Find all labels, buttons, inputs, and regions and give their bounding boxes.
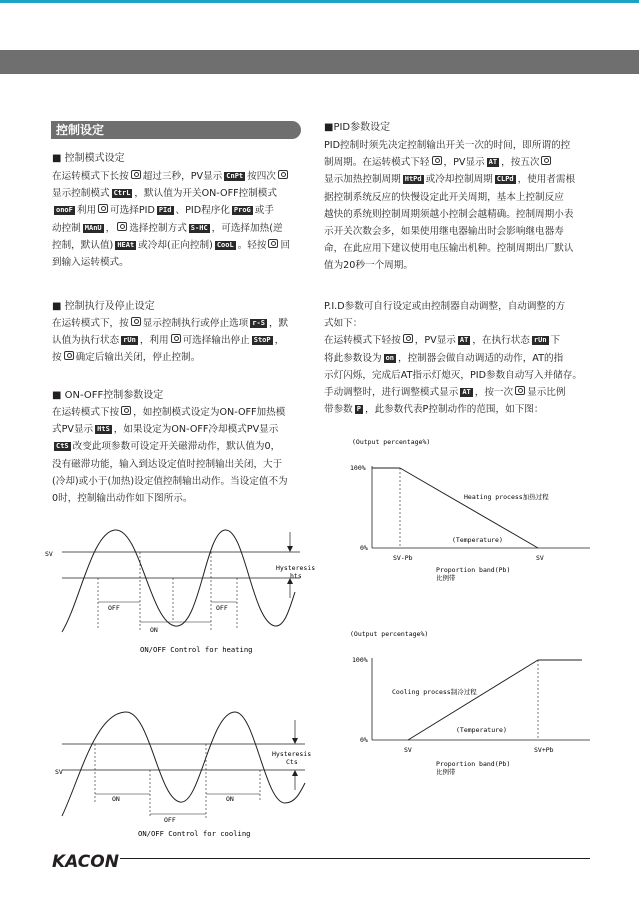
text-run: 动控制 [52, 222, 81, 234]
text-line [52, 490, 288, 507]
text-line [52, 185, 290, 202]
lcd-display-code: AT [459, 336, 469, 345]
text-run: 手动调整时，进行调整模式显示 [324, 387, 459, 399]
lcd-display-code: S-HC [190, 223, 208, 232]
onoff-paragraph [52, 404, 288, 507]
text-run: ，默 [268, 318, 289, 329]
set-key-icon [117, 222, 127, 231]
text-run: 或冷却(正向控制) [138, 239, 213, 251]
text-run: 带参数 [324, 404, 353, 416]
text-line [52, 237, 290, 254]
text-run: 据控制系统反应的快慢设定此开关周期，基本上控制反应 [324, 191, 564, 203]
text-run: ， [274, 335, 285, 347]
text-run: ，利用 [139, 335, 169, 347]
set-key-icon [98, 204, 108, 213]
heat-xtick-svpb: SV-Pb [393, 554, 413, 562]
text-run: 回 [280, 239, 291, 251]
text-run: 下 [550, 335, 561, 347]
text-line [324, 298, 582, 315]
heating-off1-label: OFF [108, 604, 120, 612]
text-run: 超过三秒，PV显示 [142, 171, 223, 182]
text-line [324, 315, 582, 332]
text-run: 0时，控制输出动作如下图所示。 [52, 493, 193, 505]
text-run: 确定后输出关闭，停止控制。 [75, 352, 201, 364]
lcd-display-code: CooL [216, 240, 234, 249]
heat-xtick-sv: SV [536, 554, 544, 562]
text-run: 。轻按 [237, 239, 267, 251]
set-key-icon [131, 170, 141, 179]
heat-ytick-0: 0% [360, 544, 368, 552]
text-line [52, 473, 288, 490]
text-line [324, 350, 582, 367]
text-line [52, 349, 288, 366]
mode-paragraph [52, 168, 290, 271]
lcd-display-code: r-S [252, 319, 265, 327]
text-line [324, 257, 575, 274]
cool-temperature-label: (Temperature) [456, 726, 507, 734]
heating-hts-label: hts [290, 572, 302, 580]
heat-band-label-cn: 比例带 [436, 574, 456, 582]
text-run: ，按一次 [474, 387, 514, 399]
cool-ytick-0: 0% [360, 736, 368, 744]
heat-ytick-100: 100% [350, 464, 366, 472]
text-run: 式如下： [324, 318, 363, 330]
text-line [52, 168, 290, 185]
text-run: 利用 [76, 205, 97, 217]
lcd-display-code: CLPd [496, 175, 514, 184]
cooling-off-label: OFF [164, 816, 176, 824]
cooling-on2-label: ON [226, 795, 234, 803]
text-line [324, 401, 582, 418]
onoff-cooling-diagram [40, 708, 320, 840]
text-run: 显示控制执行或停止选项 [142, 318, 249, 329]
text-line [52, 404, 288, 421]
lcd-display-code: rUn [123, 336, 136, 345]
onoff-heading: ■ ON-OFF控制参数设定 [52, 390, 164, 401]
heating-proportional-chart [340, 436, 600, 586]
text-run: 到输入运转模式。 [52, 257, 129, 269]
text-run: ，PV显示 [443, 157, 485, 169]
cooling-cts-label: Cts [286, 758, 298, 766]
set-key-icon [432, 156, 442, 165]
top-accent-line [0, 0, 639, 3]
set-key-icon [403, 334, 413, 343]
set-key-icon [268, 239, 278, 248]
text-run: 示灯闪烁，完成后AT指示灯熄灭，PID参数自动写入并储存。 [324, 369, 582, 381]
heating-sv-label: SV [45, 550, 53, 558]
run-heading: ■ 控制执行及停止设定 [52, 301, 155, 312]
text-run: 示开关次数会多，如果使用继电器输出时会影响继电器寿 [324, 226, 564, 238]
cooling-caption: ON/OFF Control for cooling [138, 829, 251, 838]
heating-caption: ON/OFF Control for heating [140, 645, 253, 654]
text-line [324, 367, 582, 384]
mode-heading: ■ 控制模式设定 [52, 153, 125, 164]
text-run: 按 [52, 352, 62, 364]
text-line [324, 332, 582, 349]
text-run: 按四次 [247, 171, 276, 182]
text-run: 在运转模式下长按 [52, 171, 129, 182]
cool-ylabel: (Output percentage%) [350, 630, 429, 638]
cool-annotation: Cooling process制冷过程 [392, 688, 477, 696]
text-line [52, 332, 288, 349]
text-run: 改变此项参数可设定开关磁滞动作，默认值为0， [72, 441, 281, 453]
lcd-display-code: AT [462, 388, 471, 397]
text-run: 控制，默认值) [52, 239, 114, 251]
lcd-display-code: rUn [533, 336, 547, 345]
set-key-icon [515, 386, 525, 395]
cooling-wave [62, 712, 305, 816]
text-run: ，可选择加热(逆 [211, 222, 283, 234]
text-run: 制周期。在运转模式下轻 [324, 157, 430, 169]
lcd-display-code: onoF [56, 206, 73, 215]
text-run: 值为20秒一个周期。 [324, 260, 413, 272]
cooling-hyst-label: Hysteresis [272, 750, 312, 758]
text-run: ，如控制模式设定为ON-OFF加热模 [133, 407, 286, 418]
text-line [324, 171, 575, 188]
text-line [324, 240, 575, 257]
text-line [324, 189, 575, 206]
lcd-display-code: HtS [97, 425, 110, 434]
lcd-display-code: ProG [233, 206, 251, 215]
set-key-icon [64, 351, 74, 360]
heat-ylabel: (Output percentage%) [352, 438, 431, 446]
lcd-display-code: StoP [253, 336, 271, 345]
text-line [52, 220, 290, 237]
text-run: PID控制时须先决定控制输出开关一次的时间，即所谓的控 [324, 140, 571, 151]
lcd-display-code: CtrL [113, 189, 131, 198]
text-run: ，默认值为开关ON-OFF控制模式 [134, 188, 277, 200]
heat-temperature-label: (Temperature) [452, 536, 503, 544]
text-run: 或冷却控制周期 [425, 174, 493, 186]
text-run: 显示加热控制周期 [324, 174, 401, 186]
footer-line [120, 858, 590, 859]
text-run: ，此参数代表P控制动作的范围，如下图： [365, 404, 544, 416]
text-run: ，按五次 [501, 157, 540, 169]
run-paragraph [52, 315, 288, 367]
text-run: 、PID程序化 [175, 205, 230, 217]
text-run: 命，在此应用下建议使用电压输出机种。控制周期出厂默认 [324, 243, 574, 255]
set-key-icon [171, 334, 181, 343]
heating-off2-label: OFF [216, 604, 228, 612]
text-run: 显示比例 [527, 387, 566, 399]
text-line [52, 421, 288, 438]
text-line [324, 154, 575, 171]
cool-band-label: Proportion band(Pb) [436, 760, 511, 768]
text-run: ，在执行状态 [472, 335, 530, 347]
text-line [324, 384, 582, 401]
cooling-on1-label: ON [112, 795, 120, 803]
heat-annotation: Heating process加热过程 [464, 493, 549, 501]
kacon-logo: KACON [52, 852, 119, 872]
set-key-icon [131, 317, 141, 326]
text-run: P.I.D参数可自行设定或由控制器自动调整，自动调整的方 [324, 301, 566, 312]
auto-paragraph [324, 298, 582, 418]
text-run: 式PV显示 [52, 424, 94, 436]
cool-ytick-100: 100% [352, 656, 368, 664]
text-run: 越快的系统则控制周期须越小控制会越精确。控制周期小表 [324, 208, 574, 220]
text-run: 选择控制方式 [129, 222, 187, 234]
set-key-icon [278, 170, 288, 179]
set-key-icon [121, 406, 131, 415]
text-line [52, 456, 288, 473]
text-line [324, 137, 575, 154]
text-run: (冷却)或小于(加热)设定值控制输出动作。当设定值不为 [52, 475, 288, 487]
section-title: 控制设定 [51, 121, 301, 139]
text-run: 或手 [254, 205, 274, 217]
lcd-display-code: CtS [56, 442, 69, 451]
text-run: 在运转模式下轻按 [324, 335, 401, 347]
heating-hyst-label: Hysteresis [276, 564, 316, 572]
onoff-heating-diagram [40, 522, 316, 657]
text-run: 将此参数设为 [324, 352, 382, 364]
pid-heading: ■PID参数设定 [324, 122, 391, 133]
text-line [324, 223, 575, 240]
text-line [52, 315, 288, 332]
lcd-display-code: AT [488, 158, 498, 167]
text-line [52, 438, 288, 455]
text-run: 可选择PID [110, 205, 155, 217]
header-band [0, 50, 639, 74]
set-key-icon [541, 156, 551, 165]
cooling-sv-label: SV [55, 768, 63, 776]
text-run: 在运转模式下按 [52, 407, 120, 418]
lcd-display-code: on [385, 353, 394, 362]
lcd-display-code: PId [158, 206, 172, 215]
text-line [324, 206, 575, 223]
lcd-display-code: MAnU [84, 223, 102, 232]
text-run: 认值为执行状态 [52, 335, 120, 347]
text-run: ，PV显示 [414, 335, 456, 347]
heat-band-label: Proportion band(Pb) [436, 566, 511, 574]
text-run: 在运转模式下，按 [52, 318, 129, 329]
lcd-display-code: HtPd [404, 175, 422, 184]
text-line [52, 254, 290, 271]
text-run: ，如果设定为ON-OFF冷却模式PV显示 [113, 424, 279, 436]
text-run: 可选择输出停止 [182, 335, 250, 347]
text-run: ， [105, 222, 116, 234]
text-run: 没有磁滞功能，输入到达设定值时控制输出关闭，大于 [52, 458, 283, 470]
cool-xtick-sv: SV [404, 746, 412, 754]
text-run: ，控制器会做自动调适的动作，AT的指 [398, 352, 564, 364]
lcd-display-code: CnPt [226, 172, 244, 180]
cool-band-label-cn: 比例带 [436, 768, 456, 776]
heating-wave [62, 530, 295, 632]
pid-paragraph [324, 137, 575, 275]
lcd-display-code: HEAt [117, 240, 135, 249]
text-run: ，使用者需根 [517, 174, 576, 186]
lcd-display-code: P [356, 405, 361, 414]
text-run: 显示控制模式 [52, 188, 110, 200]
cool-xtick-svpb: SV+Pb [534, 746, 554, 754]
heating-on-label: ON [150, 626, 158, 634]
cooling-proportional-chart [340, 628, 600, 778]
text-line [52, 202, 290, 219]
